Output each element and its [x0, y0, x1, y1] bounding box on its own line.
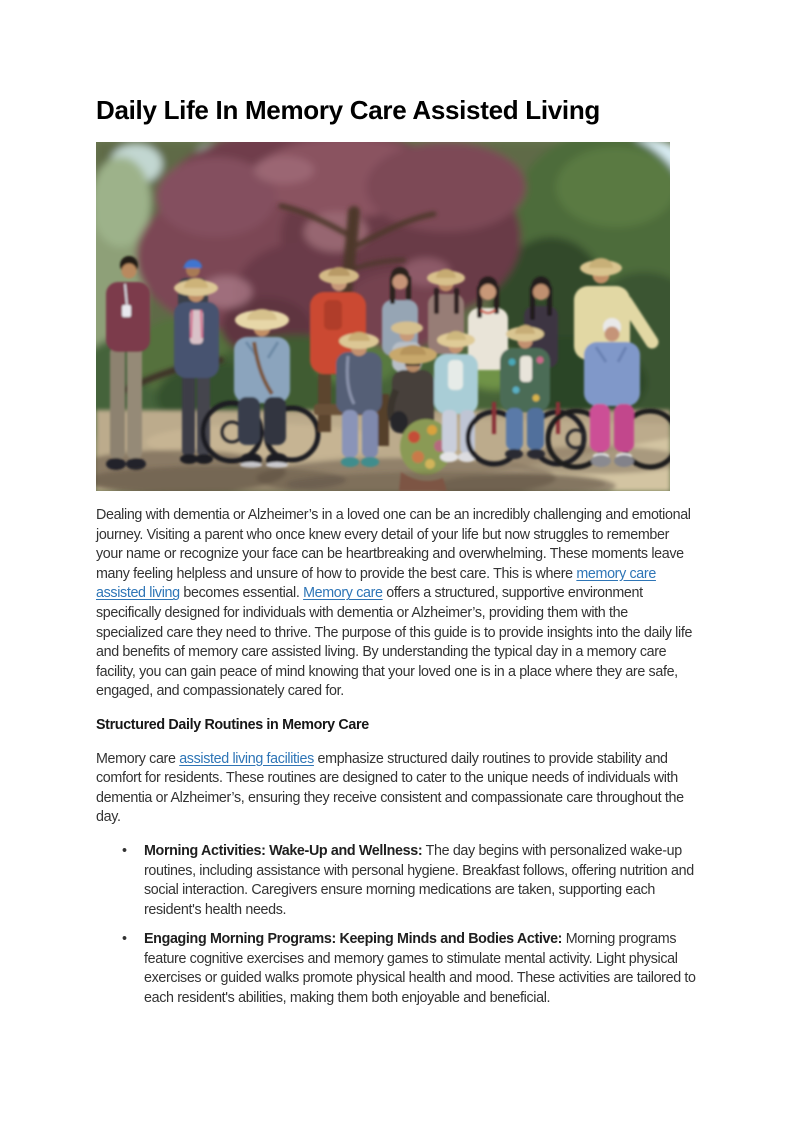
group-photo-illustration — [96, 142, 670, 491]
bullet-lead: Engaging Morning Programs: Keeping Minds and Bodies Active: — [144, 931, 563, 948]
section-heading: Structured Daily Routines in Memory Care — [96, 716, 369, 733]
list-item — [96, 842, 698, 920]
intro-paragraph: Dealing with dementia or Alzheimer’s in a loved one can be an incredibly challenging and emotional journey. Visiting a parent who once knew every detail of your life but now struggles to remember your name or recognize your face can be heartbreaking and overwhelming. These moments leave many feeling helpless and unsure of how to provide the best care. This is where memory care assisted living becomes essential. Memory care offers a structured, supportive environment specifically designed for individuals with dementia or Alzheimer’s, providing them with the specialized care they need to thrive. The purpose of this guide is to provide insights into the daily life and benefits of memory care assisted living. By understanding the typical day in a memory care facility, you can gain peace of mind knowing that your loved one is in a place where they are safe, engaged, and compassionately cared for. — [96, 507, 693, 700]
inline-link[interactable]: Memory care — [303, 585, 383, 602]
bullet-lead: Morning Activities: Wake-Up and Wellness: — [144, 842, 423, 859]
routines-paragraph: Memory care assisted living facilities emphasize structured daily routines to provide stability and comfort for residents. These routines are designed to cater to the unique needs of individuals with dementia or Alzheimer’s, ensuring they receive consistent and compassionate care throughout the day. — [96, 750, 684, 826]
bullet-text: Morning programs feature cognitive exercises and memory games to stimulate mental activity. Light physical exercises or guided walks promote physical health and mood. These activities are tailored to each resident's abilities, making them both enjoyable and beneficial. — [144, 931, 696, 1007]
page-title: Daily Life In Memory Care Assisted Living — [96, 95, 600, 125]
group-photo — [96, 142, 670, 491]
list-item — [96, 930, 698, 1008]
inline-link[interactable]: assisted living facilities — [179, 750, 314, 767]
inline-link[interactable]: memory care assisted living — [96, 565, 656, 602]
routine-bullet-list — [96, 842, 698, 1009]
bullet-text: The day begins with personalized wake-up routines, including assistance with personal hygiene. Breakfast follows, offering nutrition and social interaction. Caregivers ensure morning medications are taken, supporting each resident's health needs. — [144, 842, 694, 918]
